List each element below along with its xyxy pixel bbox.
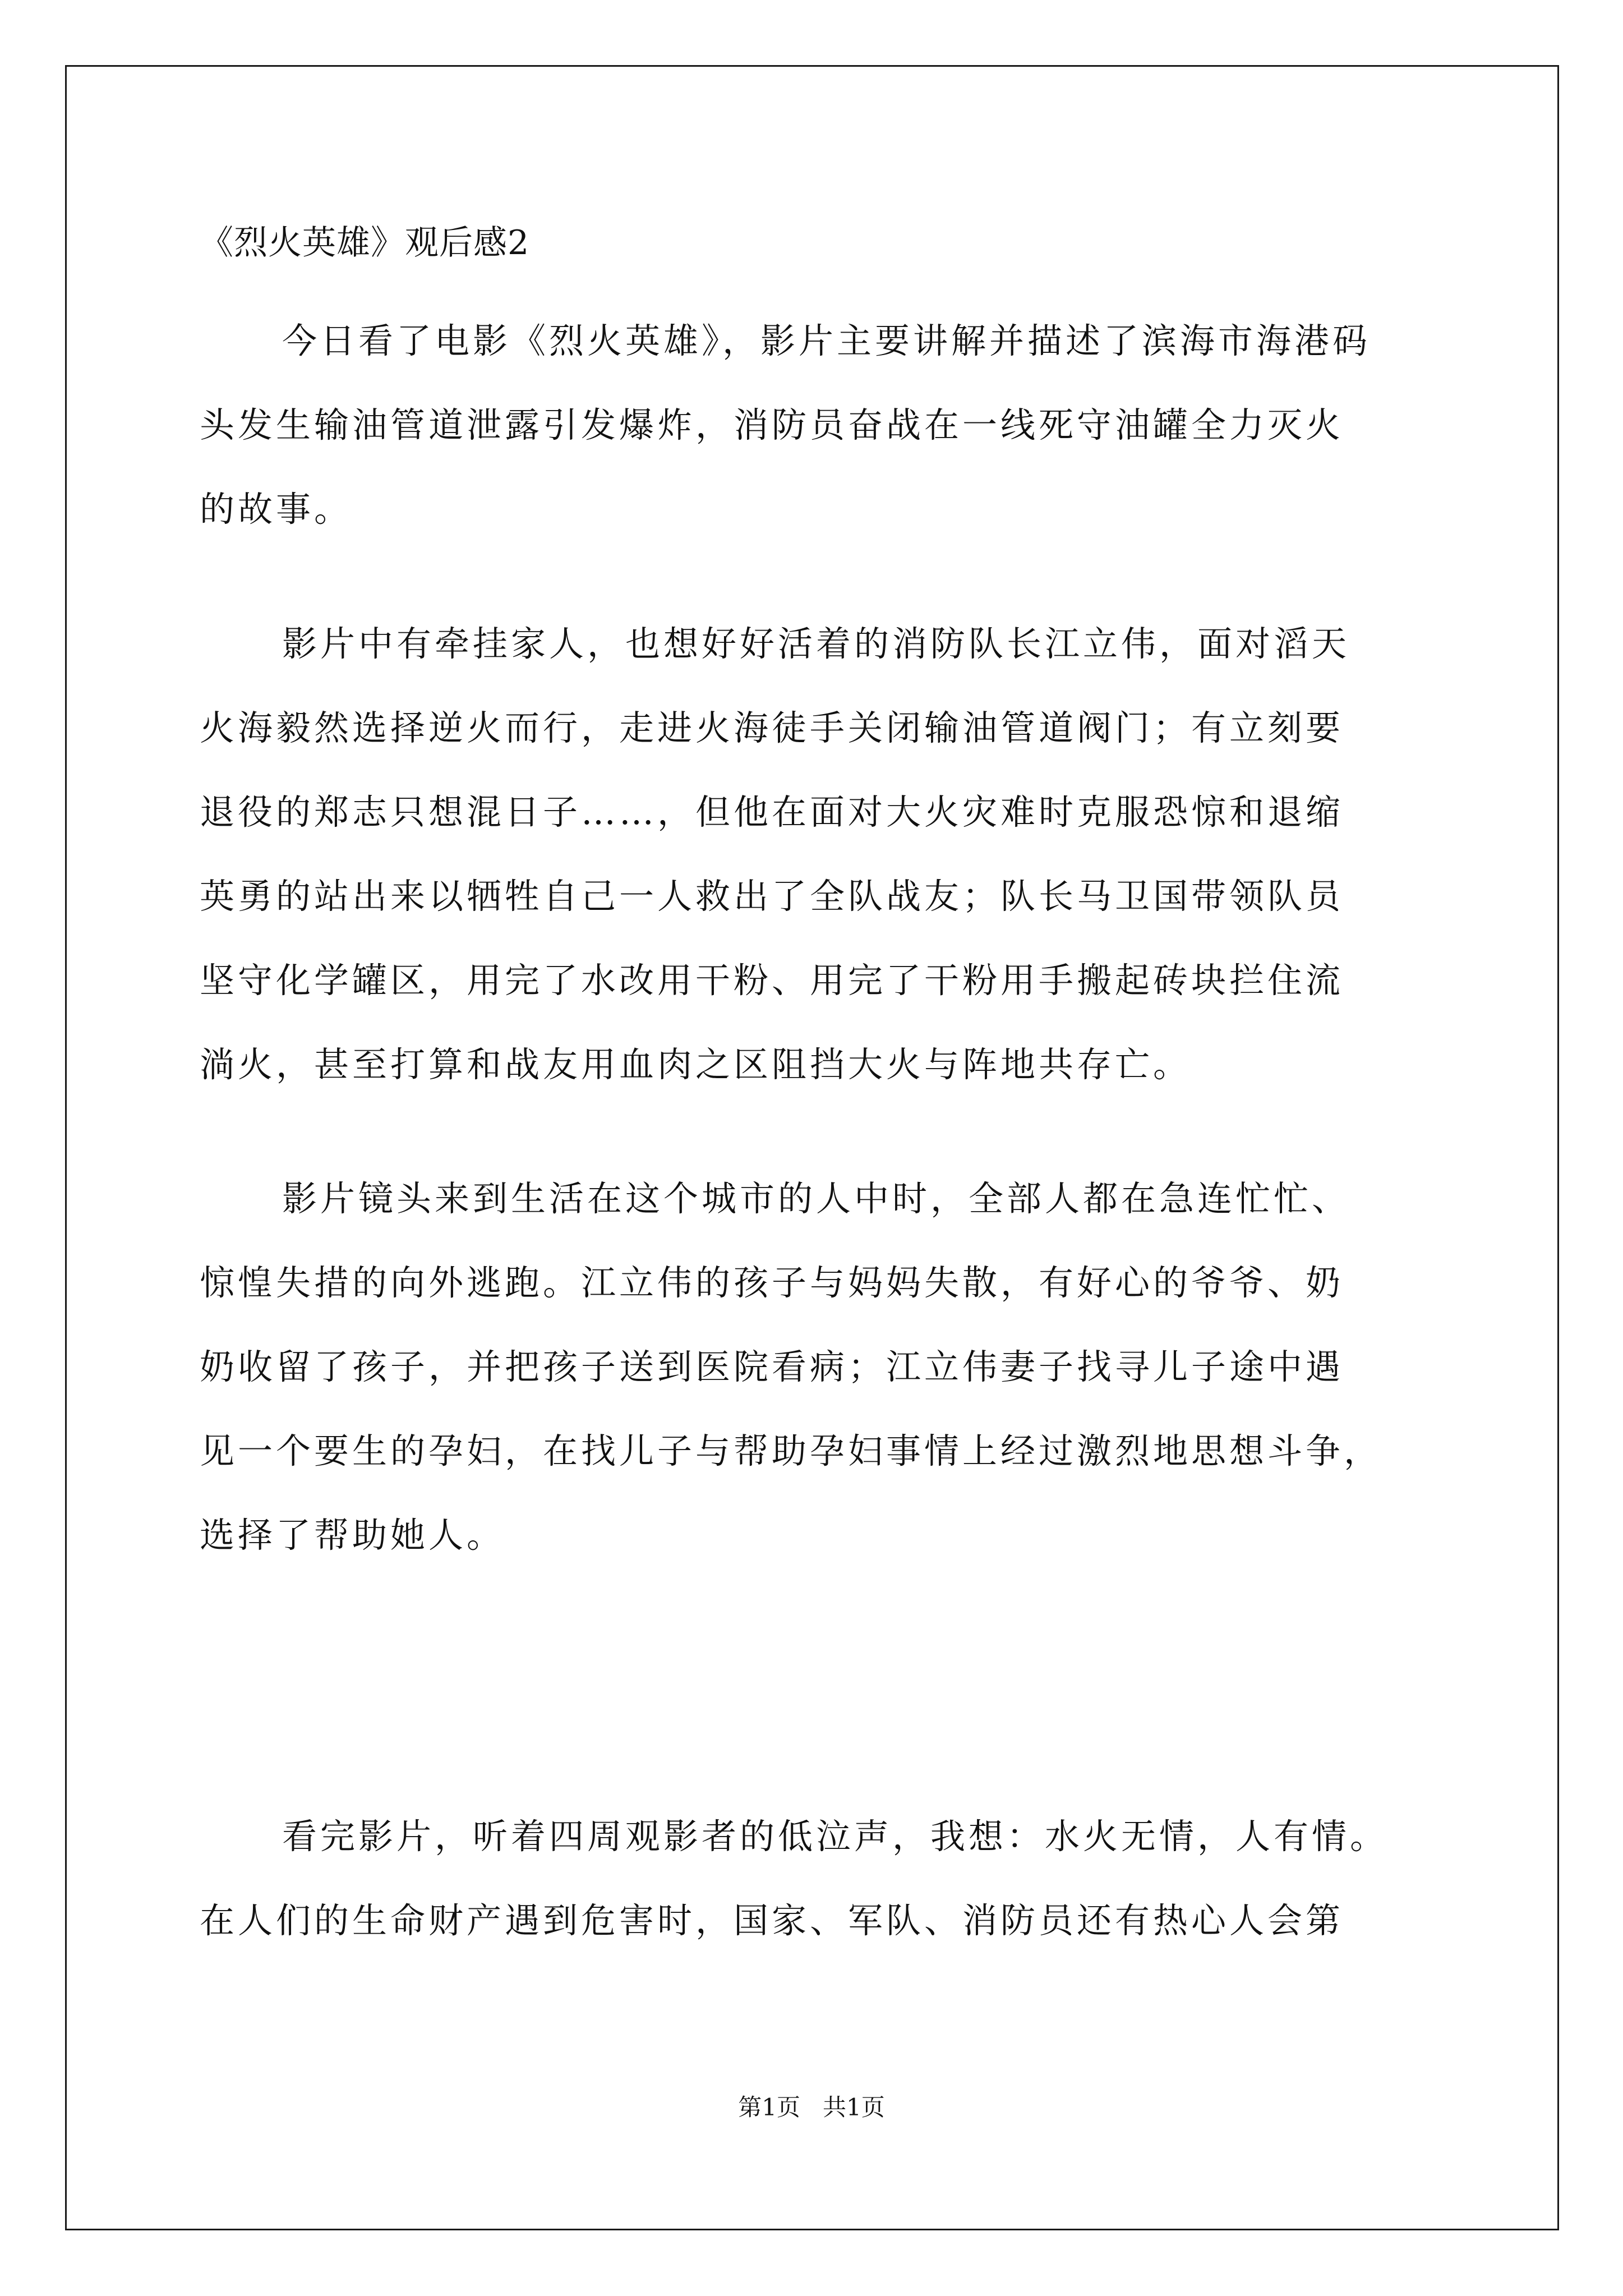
paragraph-line: 惊惶失措的向外逃跑。江立伟的孩子与妈妈失散，有好心的爷爷、奶 xyxy=(200,1262,1344,1303)
paragraph-line: 坚守化学罐区，用完了水改用干粉、用完了干粉用手搬起砖块拦住流 xyxy=(200,960,1344,1001)
paragraph-line: 的故事。 xyxy=(200,489,353,530)
paragraph-4 xyxy=(200,1795,1425,1963)
paragraph-line: 看完影片，听着四周观影者的低泣声，我想：水火无情，人有情。 xyxy=(282,1816,1389,1857)
page-number-footer: 第1页 共1页 xyxy=(738,2093,885,2121)
paragraph-line: 奶收留了孩子，并把孩子送到医院看病；江立伟妻子找寻儿子途中遇 xyxy=(200,1346,1344,1387)
paragraph-line: 淌火，甚至打算和战友用血肉之区阻挡大火与阵地共存亡。 xyxy=(200,1044,1192,1085)
paragraph-line: 头发生输油管道泄露引发爆炸，消防员奋战在一线死守油罐全力灭火 xyxy=(200,404,1344,445)
paragraph-line: 在人们的生命财产遇到危害时，国家、军队、消防员还有热心人会第 xyxy=(200,1900,1344,1941)
paragraph-line: 今日看了电影《烈火英雄》，影片主要讲解并描述了滨海市海港码 xyxy=(282,320,1371,361)
paragraph-2 xyxy=(200,602,1425,1107)
paragraph-line: 选择了帮助她人。 xyxy=(200,1515,505,1556)
paragraph-1 xyxy=(200,299,1425,551)
paragraph-line: 英勇的站出来以牺牲自己一人救出了全队战友；队长马卫国带领队员 xyxy=(200,876,1344,917)
paragraph-line: 退役的郑志只想混日子……，但他在面对大火灾难时克服恐惊和退缩 xyxy=(200,792,1344,832)
paragraph-line: 影片中有牵挂家人，也想好好活着的消防队长江立伟，面对滔天 xyxy=(282,623,1350,664)
paragraph-3 xyxy=(200,1157,1425,1577)
document-title: 《烈火英雄》观后感2 xyxy=(200,223,530,263)
paragraph-line: 影片镜头来到生活在这个城市的人中时，全部人都在急连忙忙、 xyxy=(282,1178,1350,1219)
paragraph-line: 火海毅然选择逆火而行，走进火海徒手关闭输油管道阀门；有立刻要 xyxy=(200,707,1344,748)
paragraph-line: 见一个要生的孕妇，在找儿子与帮助孕妇事情上经过激烈地思想斗争， xyxy=(200,1430,1382,1471)
